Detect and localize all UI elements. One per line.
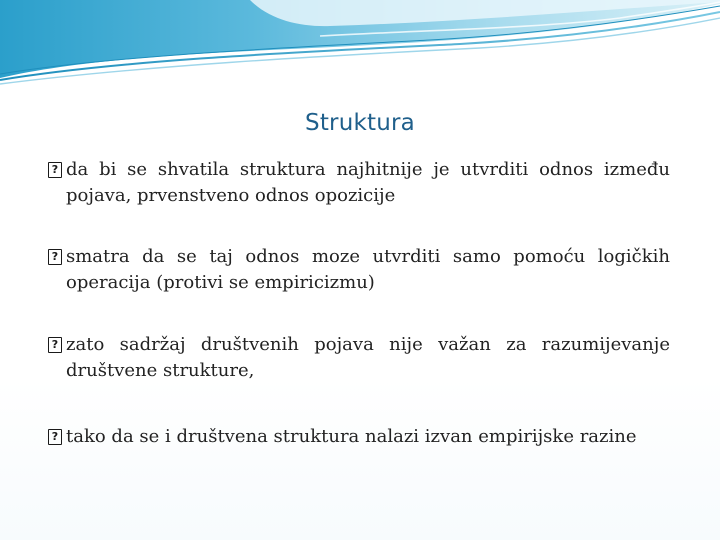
- bullet-text: da bi se shvatila struktura najhitnije je utvrditi odnos između pojava, prvenstveno odnos opozicije: [66, 159, 670, 206]
- bullet-item: [48, 157, 670, 209]
- top-wave-decoration: [0, 0, 720, 100]
- bullet-marker-icon: ?: [48, 162, 62, 178]
- bullet-item: [48, 244, 670, 296]
- bullet-text: smatra da se taj odnos moze utvrditi samo pomoću logičkih operacija (protivi se empiricizmu): [66, 246, 670, 293]
- bullet-marker-icon: ?: [48, 249, 62, 265]
- bullet-item: [48, 424, 670, 450]
- bullet-list: [48, 157, 670, 485]
- slide-title: Struktura: [305, 110, 415, 136]
- bullet-marker-icon: ?: [48, 429, 62, 445]
- bullet-text: tako da se i društvena struktura nalazi izvan empirijske razine: [66, 426, 637, 447]
- bullet-item: [48, 332, 670, 384]
- bullet-text: zato sadržaj društvenih pojava nije važan za razumijevanje društvene strukture,: [66, 334, 670, 381]
- bullet-marker-icon: ?: [48, 337, 62, 353]
